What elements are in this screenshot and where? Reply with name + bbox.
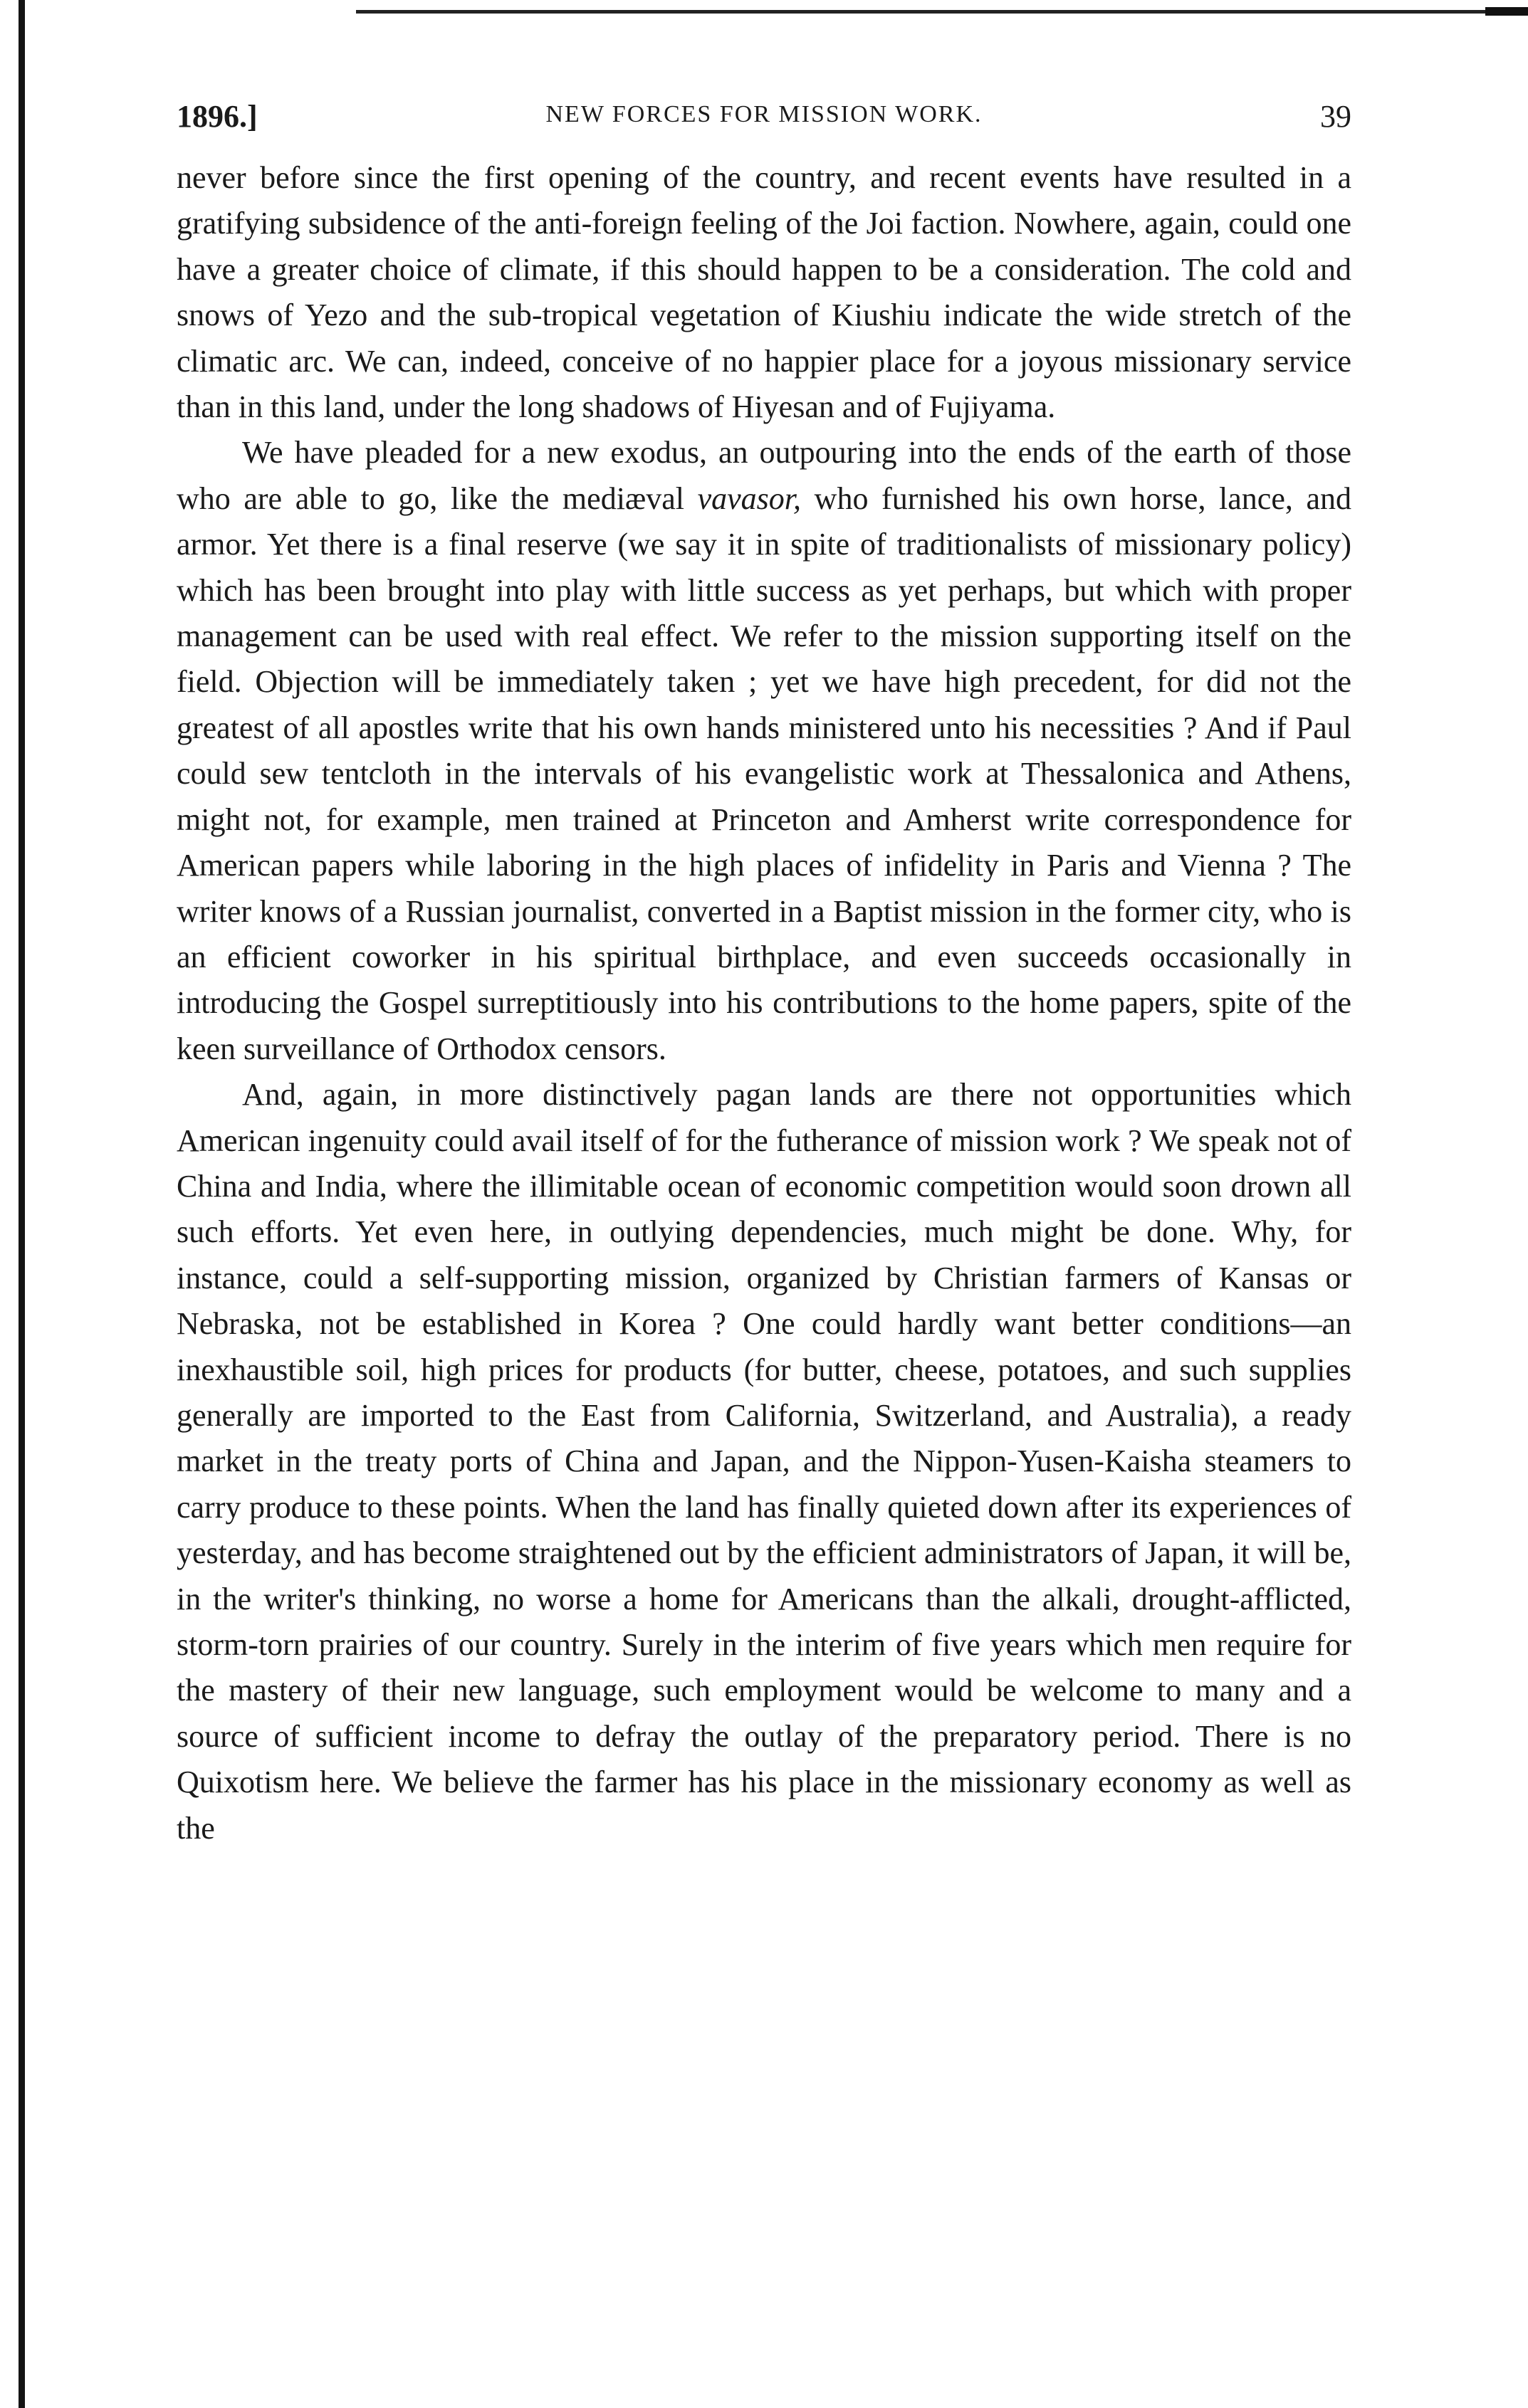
paragraph-text-end: who furnished his own horse, lance, and armor. Yet there is a final reserve (we say it in spite of traditionalists of missionary policy) which has been brought into play with little success as yet perhaps, but which with proper management can be used with real effect. We refer to the mission supporting itself on the field. Objection will be immediately taken ; yet we have high precedent, for did not the greatest of all apostles write that his own hands ministered unto his necessities ? And if Paul could sew tentcloth in the intervals of his evangelistic work at Thessalonica and Athens, might not, for example, men trained at Princeton and Amherst write correspondence for American papers while laboring in the high places of infidelity in Paris and Vienna ? The writer knows of a Russian journalist, converted in a Baptist mission in the former city, who is an efficient coworker in his spiritual birthplace, and even succeeds occasionally in introducing the Gospel surreptitiously into his contributions to the home papers, spite of the keen surveillance of Orthodox censors. — [177, 480, 1351, 1066]
paragraph-text-start: We have pleaded for a new exodus, an outpouring into the ends of the earth of those who are able to go, like the mediæval — [177, 435, 1351, 516]
paragraph-self-support — [177, 430, 1351, 1072]
top-border-corner — [1485, 7, 1528, 16]
paragraph-pagan-lands: And, again, in more distinctively pagan lands are there not opportunities which American ingenuity could avail itself of for the futherance of mission work ? We speak not of China and India, where the illimitable ocean of economic competition would soon drown all such efforts. Yet even here, in outlying dependencies, much might be done. Why, for instance, could a self-supporting mission, organized by Christian farmers of Kansas or Nebraska, not be established in Korea ? One could hardly want better conditions—an inexhaustible soil, high prices for products (for butter, cheese, potatoes, and such supplies generally are imported to the East from California, Switzerland, and Australia), a ready market in the treaty ports of China and Japan, and the Nippon-Yusen-Kaisha steamers to carry produce to these points. When the land has finally quieted down after its experiences of yesterday, and has become straightened out by the efficient administrators of Japan, it will be, in the writer's thinking, no worse a home for Americans than the alkali, drought-afflicted, storm-torn prairies of our country. Surely in the interim of five years which men require for the mastery of their new language, such employment would be welcome to many and a source of sufficient income to defray the outlay of the preparatory period. There is no Quixotism here. We believe the farmer has his place in the missionary economy as well as the — [177, 1077, 1351, 1846]
running-head-year: 1896.] — [177, 99, 258, 134]
running-head-title: NEW FORCES FOR MISSION WORK. — [545, 101, 983, 127]
page-number: 39 — [1320, 99, 1351, 134]
body-text — [177, 155, 1351, 1851]
page-edge-rule — [19, 0, 25, 2408]
top-border-rule — [356, 10, 1528, 14]
italic-term: vavasor, — [697, 480, 802, 516]
running-head — [177, 98, 1351, 141]
paragraph-continued: never before since the first opening of the country, and recent events have resulted in a gratifying subsidence of the anti-foreign feeling of the Joi faction. Nowhere, again, could one have a greater choice of climate, if this should happen to be a consideration. The cold and snows of Yezo and the sub-tropical vegetation of Kiushiu indicate the wide stretch of the climatic arc. We can, indeed, conceive of no happier place for a joyous missionary service than in this land, under the long shadows of Hiyesan and of Fujiyama. — [177, 160, 1351, 425]
